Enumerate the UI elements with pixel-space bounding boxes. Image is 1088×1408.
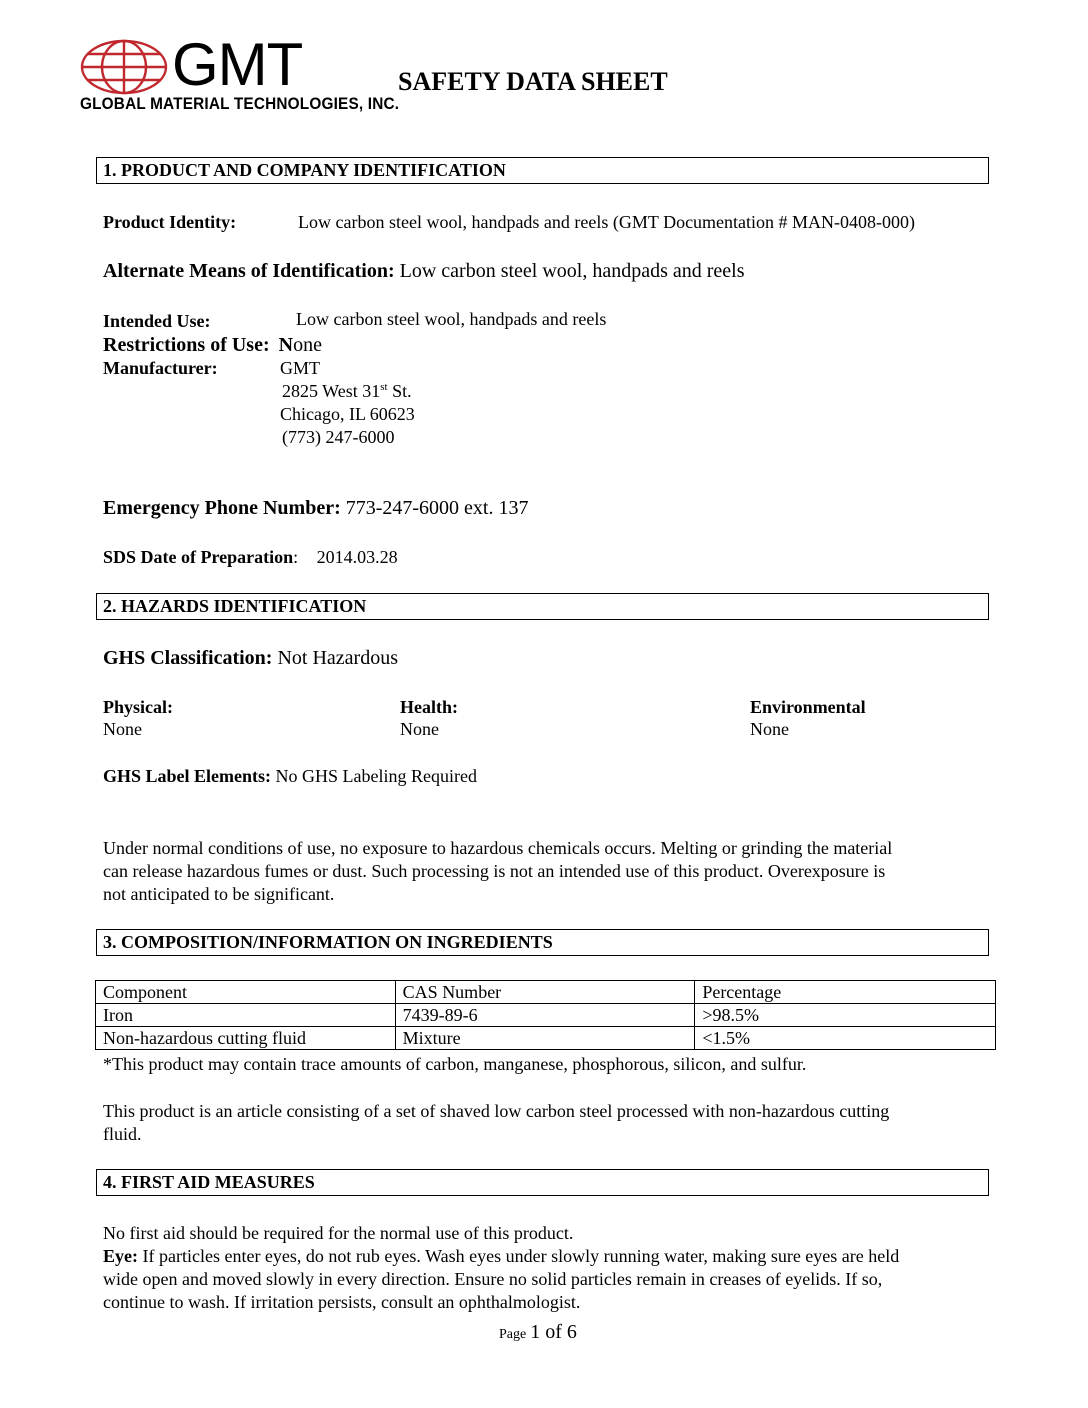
- page-word: Page: [499, 1327, 527, 1342]
- table-header-cell: CAS Number: [395, 981, 695, 1004]
- ghs-label-elements: [103, 766, 477, 787]
- sds-date-value: 2014.03.28: [316, 547, 398, 567]
- table-header-cell: Component: [96, 981, 396, 1004]
- globe-logo-icon: [78, 38, 170, 96]
- restrictions-value-rest: one: [293, 334, 322, 356]
- address-superscript: st: [380, 381, 388, 393]
- product-identity-label: Product Identity:: [103, 212, 237, 232]
- manufacturer-phone: (773) 247-6000: [282, 427, 395, 447]
- first-aid-intro: No first aid should be required for the normal use of this product.: [103, 1223, 574, 1243]
- table-row: [96, 1004, 996, 1027]
- article-paragraph-line: fluid.: [103, 1124, 142, 1144]
- restrictions-of-use: [103, 334, 322, 357]
- environmental-value: None: [750, 719, 789, 739]
- product-identity-value: Low carbon steel wool, handpads and reels (GMT Documentation # MAN-0408-000): [298, 212, 916, 232]
- physical-value: None: [103, 719, 142, 739]
- table-cell: Non-hazardous cutting fluid: [96, 1027, 396, 1050]
- section-4-heading: 4. FIRST AID MEASURES: [96, 1169, 989, 1196]
- alternate-value: Low carbon steel wool, handpads and reels: [399, 260, 745, 282]
- address-number: 2825 West 31: [282, 381, 381, 401]
- first-aid-paragraph: [103, 1222, 983, 1314]
- ghs-class-value: Not Hazardous: [277, 647, 398, 669]
- hazard-paragraph-line: not anticipated to be significant.: [103, 884, 335, 904]
- manufacturer-city: Chicago, IL 60623: [280, 404, 415, 424]
- intended-use-value: Low carbon steel wool, handpads and reels: [296, 309, 607, 329]
- eye-text: If particles enter eyes, do not rub eyes. Wash eyes under slowly running water, making sure eyes are held: [138, 1246, 900, 1266]
- label-elements-value: No GHS Labeling Required: [275, 766, 477, 786]
- environmental-label: Environmental: [750, 697, 866, 717]
- health-value: None: [400, 719, 439, 739]
- emergency-phone: [103, 497, 529, 520]
- manufacturer-name: GMT: [280, 358, 320, 378]
- address-suffix: St.: [387, 381, 412, 401]
- table-header-cell: Percentage: [695, 981, 996, 1004]
- article-paragraph: [103, 1100, 983, 1146]
- emergency-label: Emergency Phone Number:: [103, 497, 341, 519]
- table-cell: Iron: [96, 1004, 396, 1027]
- eye-line: [103, 1245, 983, 1268]
- ghs-classification: [103, 647, 398, 670]
- article-paragraph-line: This product is an article consisting of a set of shaved low carbon steel processed with non-hazardous cutting: [103, 1101, 890, 1121]
- hazard-paragraph-line: Under normal conditions of use, no exposure to hazardous chemicals occurs. Melting or grinding the material: [103, 838, 893, 858]
- logo-wordmark: GMT: [172, 31, 303, 98]
- trace-note: *This product may contain trace amounts of carbon, manganese, phosphorous, silicon, and sulfur.: [103, 1054, 807, 1074]
- composition-table: [95, 980, 996, 1050]
- label-elements-label: GHS Label Elements:: [103, 766, 272, 786]
- health-label: Health:: [400, 697, 458, 717]
- sds-date-label: SDS Date of Preparation: [103, 547, 294, 567]
- eye-line: wide open and moved slowly in every direction. Ensure no solid particles remain in creases of eyelids. If so,: [103, 1269, 883, 1289]
- restrictions-value-initial: N: [278, 334, 294, 356]
- hazard-paragraph: [103, 837, 983, 906]
- table-cell: Mixture: [395, 1027, 695, 1050]
- table-cell: 7439-89-6: [395, 1004, 695, 1027]
- section-1-heading: 1. PRODUCT AND COMPANY IDENTIFICATION: [96, 157, 989, 184]
- manufacturer-address: [282, 381, 412, 402]
- eye-label: Eye:: [103, 1246, 138, 1266]
- table-row: [96, 1027, 996, 1050]
- section-3-heading: 3. COMPOSITION/INFORMATION ON INGREDIENTS: [96, 929, 989, 956]
- ghs-class-label: GHS Classification:: [103, 647, 273, 669]
- manufacturer-label: Manufacturer:: [103, 358, 218, 378]
- document-title: SAFETY DATA SHEET: [398, 67, 668, 96]
- section-2-heading: 2. HAZARDS IDENTIFICATION: [96, 593, 989, 620]
- table-cell: >98.5%: [695, 1004, 996, 1027]
- alternate-label: Alternate Means of Identification:: [103, 260, 395, 282]
- page-number: 1 of 6: [530, 1321, 577, 1343]
- physical-label: Physical:: [103, 697, 173, 717]
- alternate-identification: [103, 260, 745, 283]
- table-cell: <1.5%: [695, 1027, 996, 1050]
- hazard-paragraph-line: can release hazardous fumes or dust. Such processing is not an intended use of this product. Overexposure is: [103, 861, 886, 881]
- table-header-row: [96, 981, 996, 1004]
- page-footer: [499, 1321, 577, 1344]
- intended-use-label: Intended Use:: [103, 311, 211, 331]
- sds-date-colon: :: [293, 547, 299, 567]
- emergency-value: 773-247-6000 ext. 137: [345, 497, 529, 519]
- sds-date: [103, 547, 398, 568]
- logo-subtitle: GLOBAL MATERIAL TECHNOLOGIES, INC.: [80, 95, 400, 113]
- eye-line: continue to wash. If irritation persists, consult an ophthalmologist.: [103, 1292, 581, 1312]
- restrictions-label: Restrictions of Use:: [103, 334, 270, 356]
